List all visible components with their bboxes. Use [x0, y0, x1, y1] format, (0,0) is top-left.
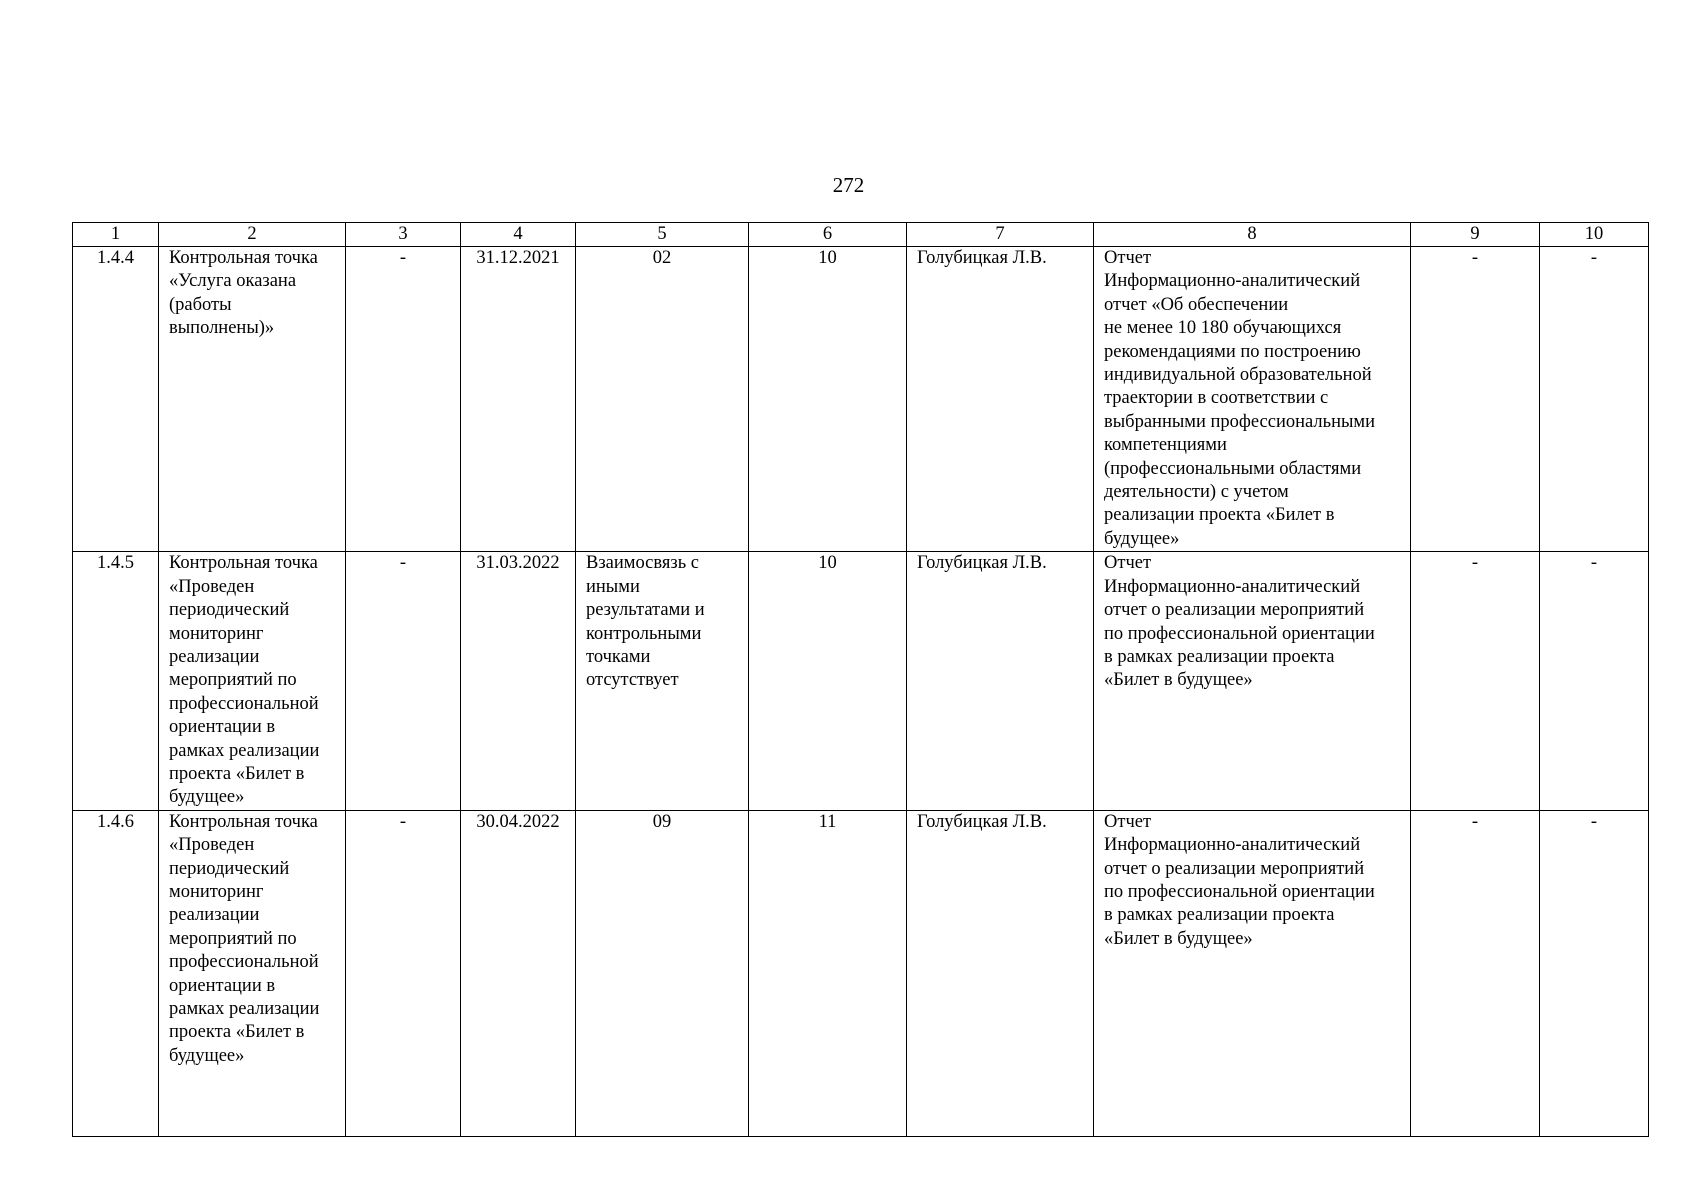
col6-cell: 10 — [749, 247, 907, 552]
col6-cell: 11 — [749, 810, 907, 1136]
col-header-6: 6 — [749, 223, 907, 247]
col9-cell: - — [1411, 552, 1540, 810]
date-cell: 31.12.2021 — [461, 247, 576, 552]
responsible-cell: Голубицкая Л.В. — [907, 810, 1094, 1136]
col10-cell: - — [1540, 247, 1649, 552]
col-header-1: 1 — [73, 223, 159, 247]
responsible-cell: Голубицкая Л.В. — [907, 247, 1094, 552]
col-header-3: 3 — [346, 223, 461, 247]
row-number-cell: 1.4.4 — [73, 247, 159, 552]
checkpoint-name-cell: Контрольная точка «Услуга оказана (работы выполнены)» — [159, 247, 346, 552]
col10-cell: - — [1540, 810, 1649, 1136]
col9-cell: - — [1411, 247, 1540, 552]
table-row — [73, 810, 1649, 1136]
col9-cell: - — [1411, 810, 1540, 1136]
col-header-2: 2 — [159, 223, 346, 247]
date-cell: 30.04.2022 — [461, 810, 576, 1136]
col-header-4: 4 — [461, 223, 576, 247]
date-cell: 31.03.2022 — [461, 552, 576, 810]
report-cell: Отчет Информационно-аналитический отчет «Об обеспечении не менее 10 180 обучающихся рекомендациями по построению индивидуальной образовательной траектории в соответствии с выбранными профессиональными компетенциями (профессиональными областями деятельности) с учетом реализации проекта «Билет в будущее» — [1094, 247, 1411, 552]
table-row — [73, 247, 1649, 552]
col10-cell: - — [1540, 552, 1649, 810]
col-header-5: 5 — [576, 223, 749, 247]
table-row — [73, 552, 1649, 810]
col3-cell: - — [346, 247, 461, 552]
col6-cell: 10 — [749, 552, 907, 810]
checkpoint-name-cell: Контрольная точка «Проведен периодический мониторинг реализации мероприятий по профессиональной ориентации в рамках реализации проекта «Билет в будущее» — [159, 810, 346, 1136]
col-header-10: 10 — [1540, 223, 1649, 247]
header-row — [73, 223, 1649, 247]
report-cell: Отчет Информационно-аналитический отчет о реализации мероприятий по профессиональной ориентации в рамках реализации проекта «Билет в будущее» — [1094, 552, 1411, 810]
col3-cell: - — [346, 810, 461, 1136]
col-header-8: 8 — [1094, 223, 1411, 247]
page-number: 272 — [832, 173, 865, 197]
col-header-7: 7 — [907, 223, 1094, 247]
col5-cell: 02 — [576, 247, 749, 552]
plan-table — [72, 222, 1649, 1137]
responsible-cell: Голубицкая Л.В. — [907, 552, 1094, 810]
col5-cell: 09 — [576, 810, 749, 1136]
col-header-9: 9 — [1411, 223, 1540, 247]
col3-cell: - — [346, 552, 461, 810]
col5-cell: Взаимосвязь с иными результатами и контрольными точками отсутствует — [576, 552, 749, 810]
report-cell: Отчет Информационно-аналитический отчет о реализации мероприятий по профессиональной ориентации в рамках реализации проекта «Билет в будущее» — [1094, 810, 1411, 1136]
checkpoint-name-cell: Контрольная точка «Проведен периодический мониторинг реализации мероприятий по профессиональной ориентации в рамках реализации проекта «Билет в будущее» — [159, 552, 346, 810]
row-number-cell: 1.4.6 — [73, 810, 159, 1136]
row-number-cell: 1.4.5 — [73, 552, 159, 810]
